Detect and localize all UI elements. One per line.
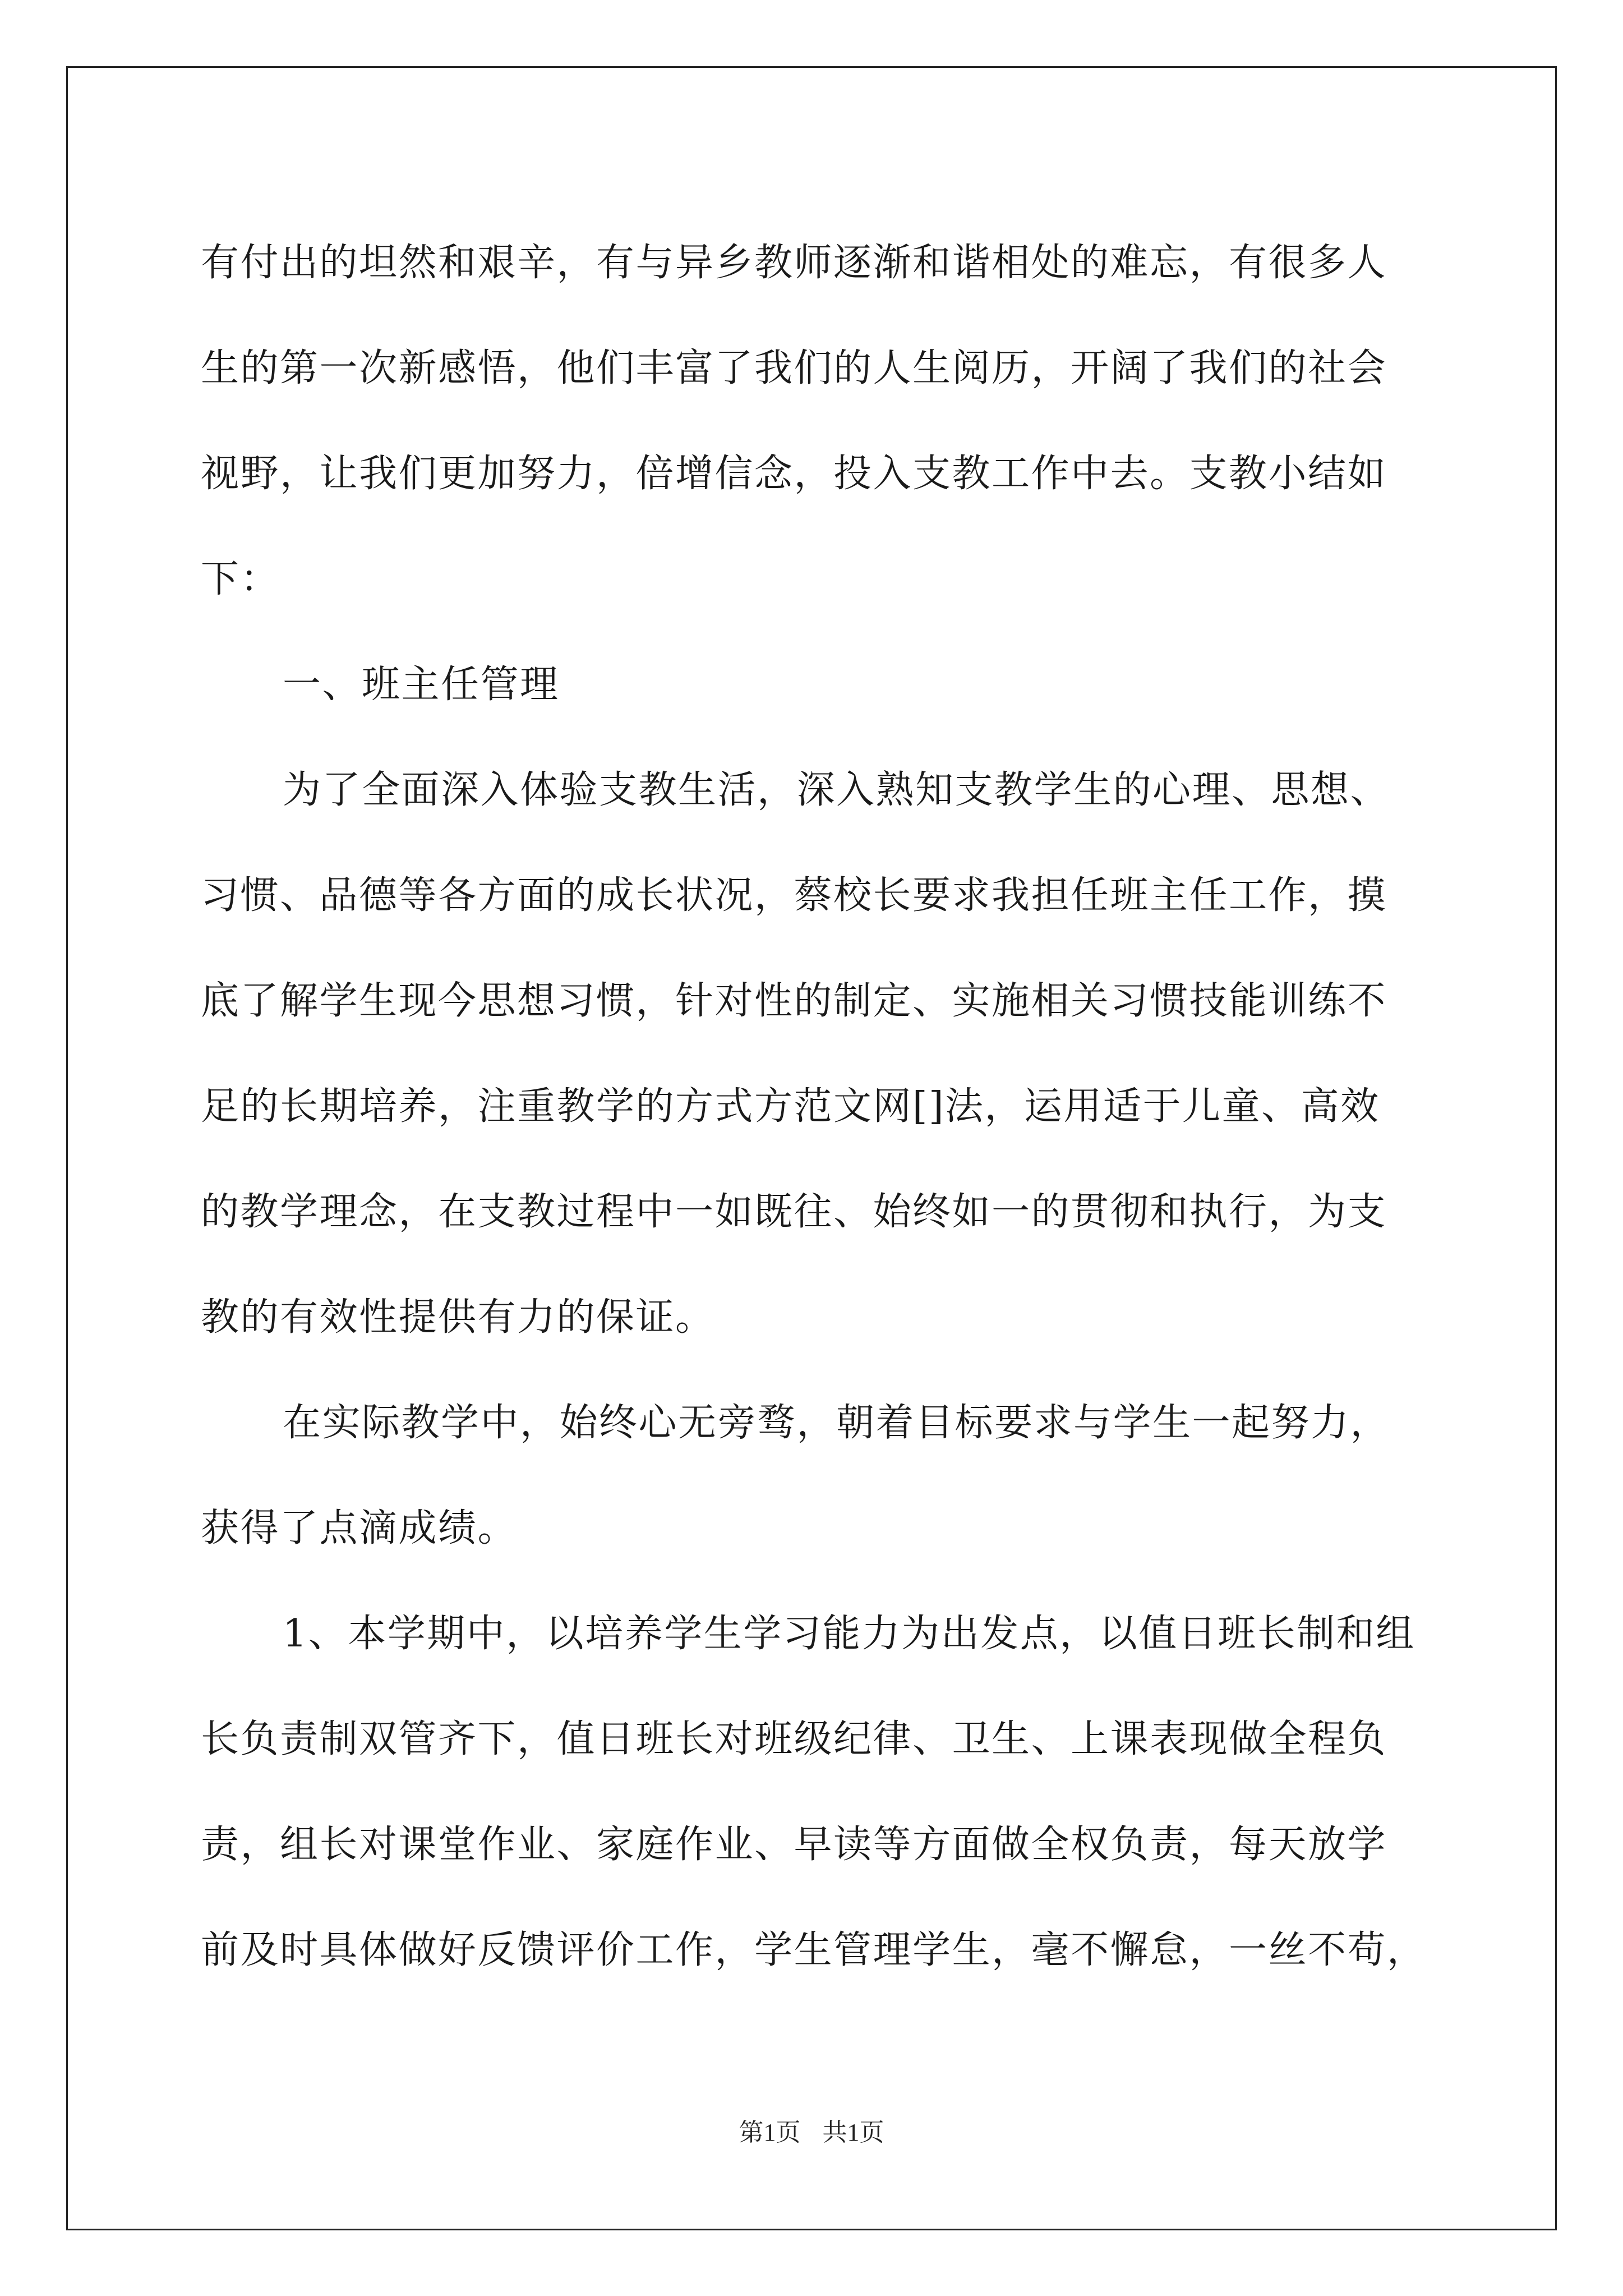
text-line: 责，组长对课堂作业、家庭作业、早读等方面做全权负责，每天放学 [201, 1823, 1387, 1867]
text-line: 有付出的坦然和艰辛，有与异乡教师逐渐和谐相处的难忘，有很多人 [201, 241, 1387, 285]
text-line: 在实际教学中，始终心无旁骛，朝着目标要求与学生一起努力， [283, 1401, 1390, 1445]
page-total: 共1页 [822, 2119, 884, 2146]
document-body [201, 210, 1427, 2003]
text-line: 习惯、品德等各方面的成长状况，蔡校长要求我担任班主任工作，摸 [201, 873, 1387, 918]
text-line: 为了全面深入体验支教生活，深入熟知支教学生的心理、思想、 [283, 768, 1390, 812]
text-line: 底了解学生现今思想习惯，针对性的制定、实施相关习惯技能训练不 [201, 979, 1387, 1023]
text-line: 的教学理念，在支教过程中一如既往、始终如一的贯彻和执行，为支 [201, 1190, 1387, 1234]
text-line: 长负责制双管齐下，值日班长对班级纪律、卫生、上课表现做全程负 [201, 1717, 1387, 1761]
text-line: 生的第一次新感悟，他们丰富了我们的人生阅历，开阔了我们的社会 [201, 346, 1387, 390]
text-line: 前及时具体做好反馈评价工作，学生管理学生，毫不懈怠，一丝不苟， [201, 1928, 1427, 1972]
section-heading: 一、班主任管理 [283, 662, 560, 707]
text-line: 视野，让我们更加努力，倍增信念，投入支教工作中去。支教小结如 [201, 452, 1387, 496]
text-line: 教的有效性提供有力的保证。 [201, 1295, 715, 1340]
page-number: 第1页 [739, 2119, 801, 2146]
text-line: 下： [201, 557, 280, 601]
text-line: 足的长期培养，注重教学的方式方范文网[]法，运用适于儿童、高效 [201, 1084, 1380, 1129]
text-line: 获得了点滴成绩。 [201, 1506, 518, 1550]
page-footer [0, 2112, 1623, 2148]
text-line: 1、本学期中，以培养学生学习能力为出发点，以值日班长制和组 [283, 1612, 1415, 1656]
